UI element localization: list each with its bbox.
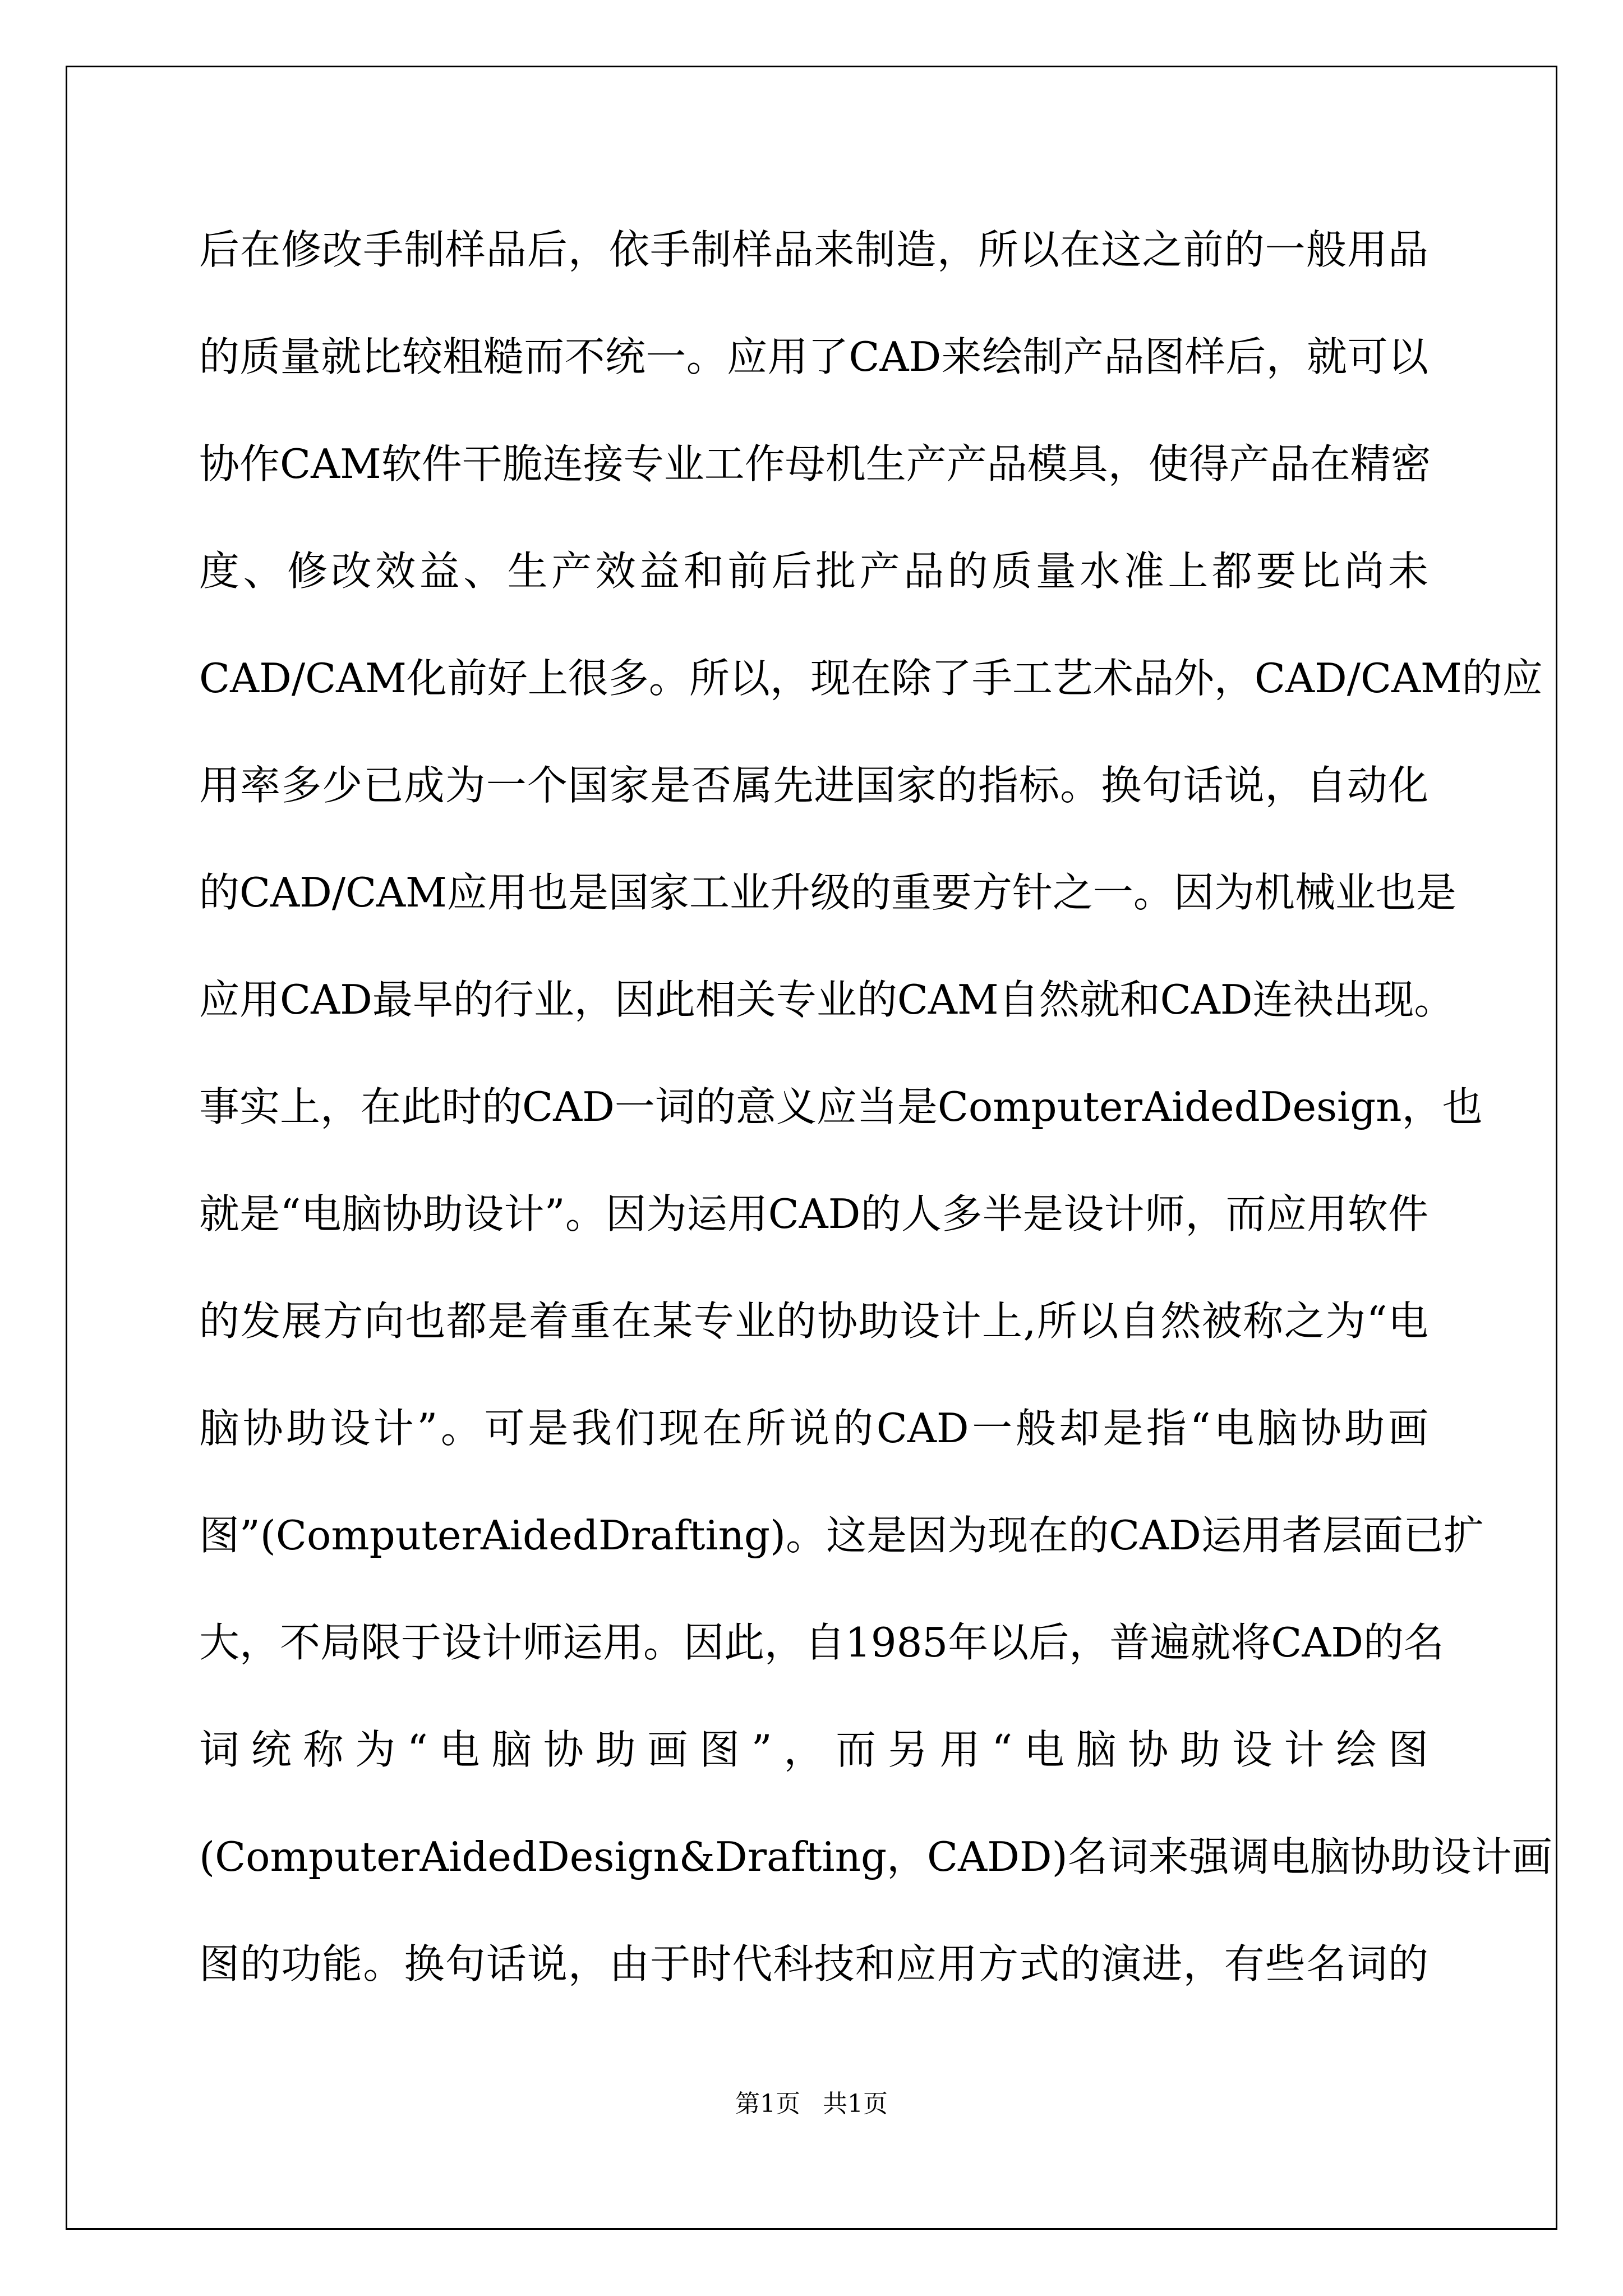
text-line: 词统称为“电脑协助画图”，而另用“电脑协助设计绘图 [199,1726,1428,1773]
text-line: 事实上，在此时的CAD一词的意义应当是ComputerAidedDesign，也 [199,1083,1483,1130]
text-line: 大，不局限于设计师运用。因此，自1985年以后，普遍就将CAD的名 [199,1619,1445,1666]
text-line: 协作CAM软件干脆连接专业工作母机生产产品模具，使得产品在精密 [199,440,1431,487]
text-line: 用率多少已成为一个国家是否属先进国家的指标。换句话说，自动化 [199,762,1428,809]
text-line: 的发展方向也都是着重在某专业的协助设计上,所以自然被称之为“电 [199,1297,1428,1345]
text-line: 的CAD/CAM应用也是国家工业升级的重要方针之一。因为机械业也是 [199,869,1456,916]
text-line: (ComputerAidedDesign&Drafting，CADD)名词来强调电脑协助设计画 [199,1833,1552,1880]
text-line: 应用CAD最早的行业，因此相关专业的CAM自然就和CAD连袂出现。 [199,976,1455,1023]
text-line: CAD/CAM化前好上很多。所以，现在除了手工艺术品外，CAD/CAM的应 [199,655,1543,702]
text-line: 就是“电脑协助设计”。因为运用CAD的人多半是设计师，而应用软件 [199,1190,1428,1237]
page-footer [0,2087,1623,2121]
text-line: 图”(ComputerAidedDrafting)。这是因为现在的CAD运用者层面已扩 [199,1512,1484,1559]
text-line: 的质量就比较粗糙而不统一。应用了CAD来绘制产品图样后，就可以 [199,333,1428,380]
text-line: 后在修改手制样品后，依手制样品来制造，所以在这之前的一般用品 [199,226,1428,273]
text-line: 图的功能。换句话说，由于时代科技和应用方式的演进，有些名词的 [199,1940,1428,1987]
page-number-current: 第1页 [735,2090,800,2118]
text-line: 度、修改效益、生产效益和前后批产品的质量水准上都要比尚未 [199,547,1428,595]
document-body [199,216,1552,2037]
text-line: 脑协助设计”。可是我们现在所说的CAD一般却是指“电脑协助画 [199,1405,1428,1452]
page-number-total: 共1页 [823,2090,888,2118]
